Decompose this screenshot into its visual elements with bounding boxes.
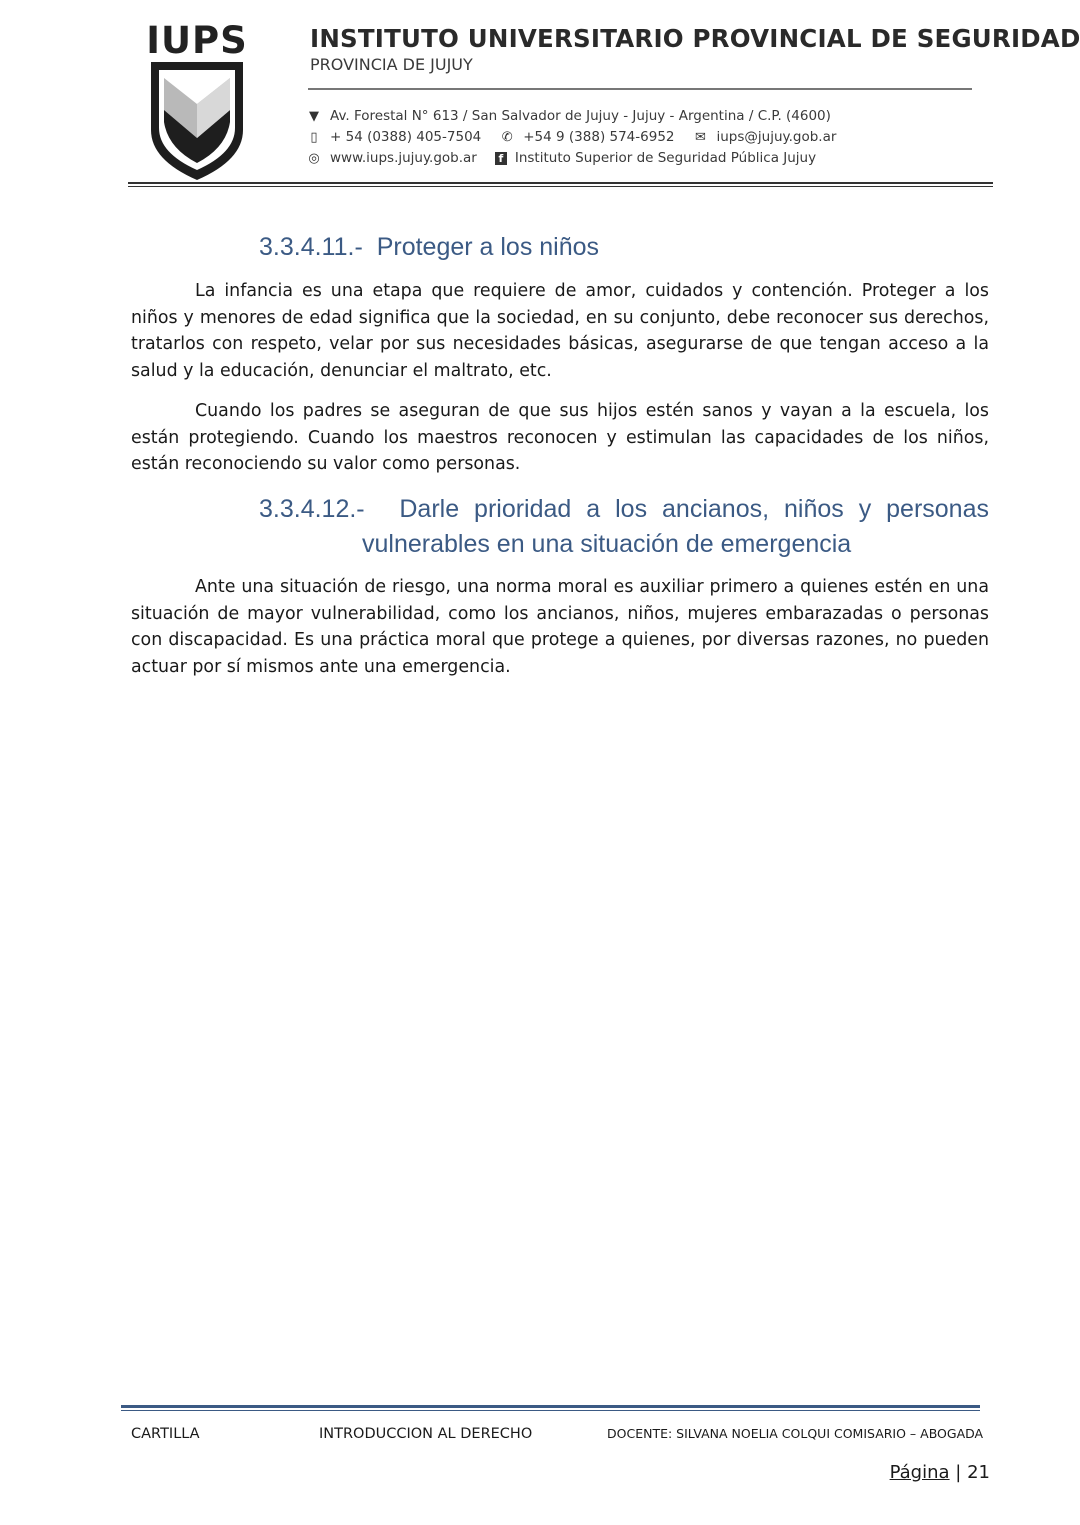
whatsapp-icon: ✆ (501, 129, 513, 145)
footer-center: INTRODUCCION AL DERECHO (319, 1426, 533, 1442)
footer-rule (121, 1405, 980, 1408)
map-pin-icon: ▼ (309, 108, 319, 124)
page-number-value: 21 (967, 1462, 990, 1483)
section-number: 3.3.4.12.- (259, 495, 365, 523)
page-number (890, 1462, 990, 1483)
whatsapp-text: +54 9 (388) 574-6952 (523, 129, 675, 145)
phone-line (306, 129, 836, 145)
facebook-icon: f (495, 152, 507, 165)
facebook-link[interactable]: Instituto Superior de Seguridad Pública Jujuy (514, 150, 817, 166)
email-link[interactable]: iups@jujuy.gob.ar (716, 129, 837, 145)
paragraph: La infancia es una etapa que requiere de amor, cuidados y contención. Proteger a los niños y menores de edad significa que la sociedad, en su conjunto, debe reconocer sus derechos, tratarlos con respeto, velar por sus necesidades básicas, asegurarse de que tengan acceso a la salud y la educación, denunciar el maltrato, etc. (131, 281, 989, 381)
header-divider (308, 88, 972, 90)
phone-text: + 54 (0388) 405-7504 (330, 129, 482, 145)
shield-icon (148, 60, 246, 182)
section-heading-3-3-4-11 (259, 233, 599, 262)
institute-title: INSTITUTO UNIVERSITARIO PROVINCIAL DE SEGURIDAD (310, 24, 1080, 53)
paragraph: Ante una situación de riesgo, una norma moral es auxiliar primero a quienes estén en una situación de mayor vulnerabilidad, como los ancianos, niños, mujeres embarazadas o personas con discapacidad. Es una práctica moral que protege a quienes, por diversas razones, no pueden actuar por sí mismos ante una emergencia. (131, 577, 989, 677)
footer-rule-thin (121, 1410, 980, 1411)
page-separator: | (955, 1462, 962, 1483)
header-rule-thin (128, 186, 993, 187)
address-line (306, 108, 831, 124)
mail-icon: ✉ (695, 129, 706, 145)
section-heading-3-3-4-12 (259, 495, 989, 524)
header-rule (128, 182, 993, 184)
institute-subtitle: PROVINCIA DE JUJUY (310, 55, 473, 74)
phone-icon: ▯ (310, 129, 318, 145)
globe-icon: ◎ (308, 150, 320, 166)
footer-left: CARTILLA (131, 1426, 200, 1442)
address-text: Av. Forestal N° 613 / San Salvador de Jujuy - Jujuy - Argentina / C.P. (4600) (330, 108, 831, 124)
footer-right: DOCENTE: SILVANA NOELIA COLQUI COMISARIO – ABOGADA (607, 1426, 984, 1441)
web-line (306, 150, 816, 166)
section-title-line1: Darle prioridad a los ancianos, niños y personas (399, 495, 989, 523)
paragraph: Cuando los padres se aseguran de que sus hijos estén sanos y vayan a la escuela, los están protegiendo. Cuando los maestros reconocen y estimulan las capacidades de los niños, están reconociendo su valor como personas. (131, 401, 989, 474)
section-number: 3.3.4.11.- (259, 233, 363, 261)
logo-text: IUPS (146, 19, 248, 62)
section-title-line2: vulnerables en una situación de emergencia (362, 530, 852, 558)
website-link[interactable]: www.iups.jujuy.gob.ar (330, 150, 477, 166)
page-label: Página (889, 1462, 950, 1483)
section-title: Proteger a los niños (376, 233, 600, 261)
iups-logo (144, 19, 250, 182)
